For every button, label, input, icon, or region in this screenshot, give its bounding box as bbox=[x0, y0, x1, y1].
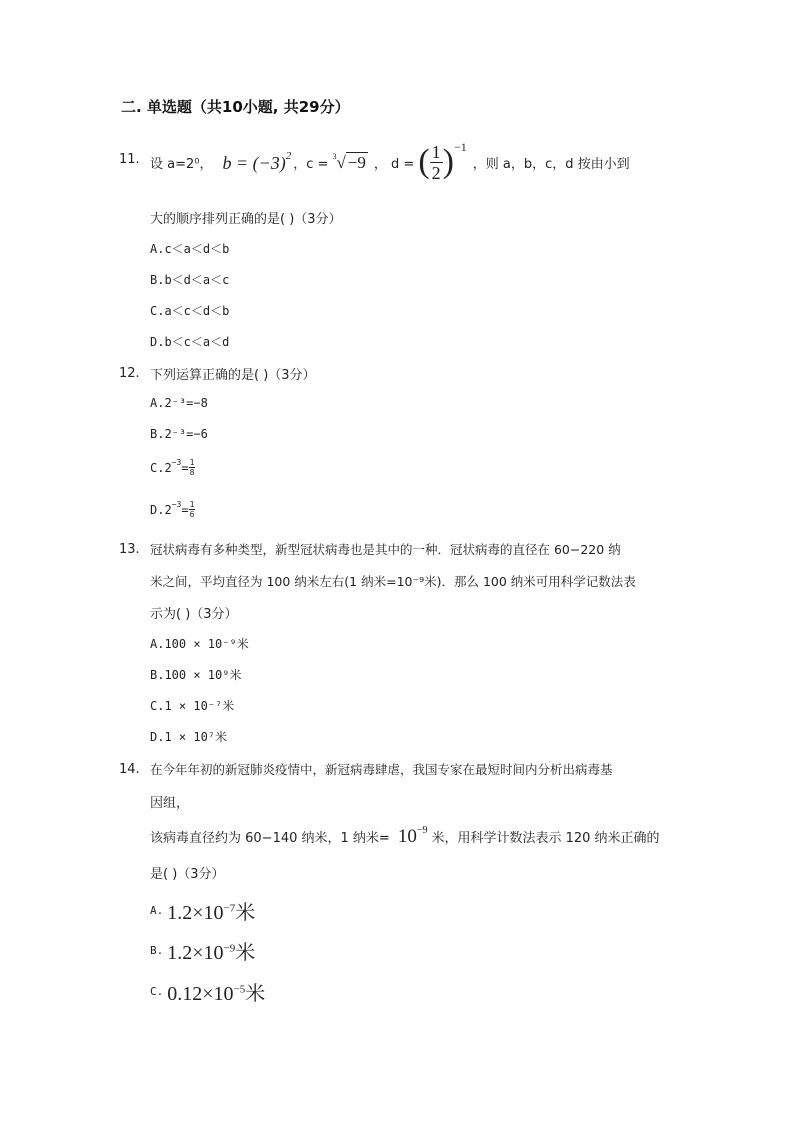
q14-line2: 因组， bbox=[150, 796, 190, 811]
q13-option-c[interactable]: C.1 × 10⁻⁷米 bbox=[150, 699, 235, 713]
q11-d-paren-close: ) bbox=[442, 143, 454, 180]
q13-number: 13. bbox=[119, 542, 140, 557]
q14-option-b-value: $1.2\times 10^{-9}$米 bbox=[167, 940, 256, 964]
q11-b-expr: $b = (-3)^2$ bbox=[222, 150, 292, 173]
q11-c-root: $^3$√ −9 bbox=[332, 151, 366, 172]
q14-option-c-value: $0.12\times 10^{-5}$米 bbox=[167, 981, 266, 1005]
q11-lead: 设 a=2⁰， bbox=[150, 156, 213, 172]
q13-option-b[interactable]: B.100 × 10⁹米 bbox=[150, 668, 242, 682]
q14-line4: 是( )（3分） bbox=[150, 867, 225, 882]
q14-line3-power: $10^{-9}$ bbox=[397, 824, 428, 847]
q12-option-b[interactable]: B.2⁻³=−6 bbox=[150, 427, 208, 441]
q14-number: 14. bbox=[119, 762, 140, 777]
q12-option-c-fraction: $\frac{1}{8}$ bbox=[189, 458, 195, 477]
q12-option-c[interactable]: C.2 $^{-3}$ = $\frac{1}{8}$ bbox=[150, 458, 195, 477]
q11-c-lead: ，c = bbox=[293, 156, 329, 172]
q11-option-d[interactable]: D.b＜c＜a＜d bbox=[150, 335, 230, 349]
q12-option-d-fraction: $\frac{1}{6}$ bbox=[189, 500, 195, 519]
q11-option-c[interactable]: C.a＜c＜d＜b bbox=[150, 304, 230, 318]
q13-line3: 示为( )（3分） bbox=[150, 607, 238, 622]
q13-line1: 冠状病毒有多种类型，新型冠状病毒也是其中的一种．冠状病毒的直径在 60−220 纳 bbox=[150, 542, 621, 557]
q11-option-b[interactable]: B.b＜d＜a＜c bbox=[150, 273, 230, 287]
q12-option-a[interactable]: A.2⁻³=−8 bbox=[150, 396, 208, 410]
q12-option-d[interactable]: D.2 $^{-3}$ = $\frac{1}{6}$ bbox=[150, 500, 195, 519]
q12-text: 下列运算正确的是( )（3分） bbox=[150, 368, 316, 383]
q14-option-a[interactable]: A. $1.2\times 10^{-7}$米 bbox=[150, 896, 255, 925]
q13-line2: 米之间，平均直径为 100 纳米左右(1 纳米=10⁻⁹米)．那么 100 纳米可用科学记数法表 bbox=[150, 574, 636, 589]
q11-d-paren-open: ( bbox=[418, 143, 430, 180]
q13-option-a[interactable]: A.100 × 10⁻⁹米 bbox=[150, 637, 249, 651]
q11-line2: 大的顺序排列正确的是( )（3分） bbox=[150, 212, 342, 227]
q14-line3: 该病毒直径约为 60−140 纳米，1 纳米= $10^{-9}$ 米，用科学计数法表示 120 纳米正确的 bbox=[150, 824, 660, 847]
section-title: 二. 单选题（共10小题, 共29分） bbox=[121, 98, 350, 116]
q14-option-a-value: $1.2\times 10^{-7}$米 bbox=[167, 900, 256, 924]
q14-line1: 在今年年初的新冠肺炎疫情中，新冠病毒肆虐，我国专家在最短时间内分析出病毒基 bbox=[150, 762, 613, 777]
q11-line1 bbox=[150, 140, 630, 183]
q11-number: 11. bbox=[119, 152, 140, 167]
q14-option-c[interactable]: C. $0.12\times 10^{-5}$米 bbox=[150, 977, 265, 1006]
q11-tail: ，则 a，b，c，d 按由小到 bbox=[472, 156, 630, 172]
q13-option-d[interactable]: D.1 × 10⁷米 bbox=[150, 730, 228, 744]
q11-d-lead: ， d = bbox=[373, 156, 415, 172]
q11-d-fraction: 1 2 bbox=[431, 141, 441, 183]
q11-option-a[interactable]: A.c＜a＜d＜b bbox=[150, 242, 230, 256]
q14-option-b[interactable]: B. $1.2\times 10^{-9}$米 bbox=[150, 936, 255, 965]
q12-number: 12. bbox=[119, 366, 140, 381]
q11-d-exponent: −1 bbox=[453, 140, 467, 154]
